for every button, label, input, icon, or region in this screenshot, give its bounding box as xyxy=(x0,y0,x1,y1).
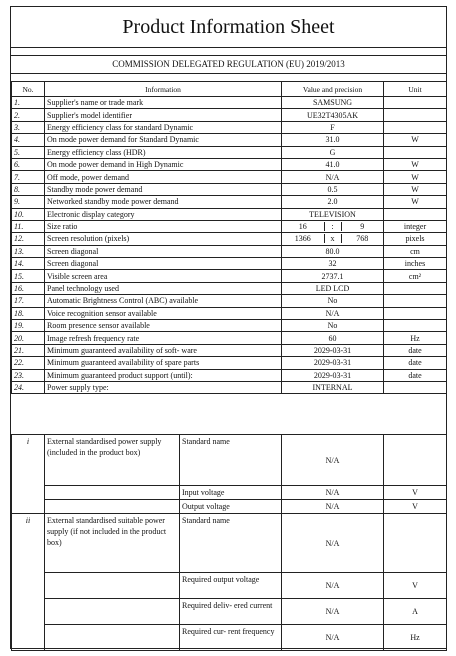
required-frequency-unit: Hz xyxy=(384,625,447,651)
row-information: Screen diagonal xyxy=(45,258,282,270)
power-supply-ii-standard-name-label: Standard name xyxy=(180,514,282,573)
table-row xyxy=(12,245,447,257)
row-unit: date xyxy=(384,344,447,356)
required-current-value: N/A xyxy=(282,599,384,625)
row-value: 0.5 xyxy=(282,183,384,195)
table-row xyxy=(12,208,447,220)
row-value: 80.0 xyxy=(282,245,384,257)
product-information-sheet xyxy=(10,6,447,649)
row-information: Networked standby mode power demand xyxy=(45,196,282,208)
row-information: Off mode, power demand xyxy=(45,171,282,183)
required-current-row xyxy=(12,599,447,625)
power-supply-ii-description: External standardised suitable power supply (if not included in the product box) xyxy=(45,514,180,573)
row-number: 14. xyxy=(12,258,45,270)
row-value: INTERNAL xyxy=(282,381,384,393)
row-number: 12. xyxy=(12,233,45,245)
required-output-voltage-label: Required output voltage xyxy=(180,573,282,599)
power-supply-table xyxy=(11,434,447,651)
table-row xyxy=(12,97,447,109)
power-supply-ii-standard-row xyxy=(12,514,447,573)
row-unit: date xyxy=(384,369,447,381)
table-row xyxy=(12,196,447,208)
table-row xyxy=(12,233,447,245)
row-value-b: 9 xyxy=(360,222,365,232)
table-row xyxy=(12,183,447,195)
row-information: Supplier's model identifier xyxy=(45,109,282,121)
row-number: 10. xyxy=(12,208,45,220)
page-title: Product Information Sheet xyxy=(11,7,446,48)
table-row xyxy=(12,320,447,332)
row-number: 16. xyxy=(12,282,45,294)
output-voltage-label: Output voltage xyxy=(180,500,282,514)
required-output-voltage-unit: V xyxy=(384,573,447,599)
row-value: No xyxy=(282,295,384,307)
row-value: UE32T4305AK xyxy=(282,109,384,121)
column-header-information: Information xyxy=(45,82,282,97)
table-row xyxy=(12,332,447,344)
row-value: 31.0 xyxy=(282,134,384,146)
row-number: 22. xyxy=(12,357,45,369)
required-output-voltage-value: N/A xyxy=(282,573,384,599)
row-unit xyxy=(384,97,447,109)
power-supply-i-standard-name-value: N/A xyxy=(282,435,384,486)
row-value-b: 768 xyxy=(356,234,369,244)
row-value: F xyxy=(282,121,384,133)
table-row xyxy=(12,258,447,270)
table-row xyxy=(12,109,447,121)
power-supply-i-standard-name-label: Standard name xyxy=(180,435,282,486)
information-table xyxy=(11,81,447,394)
row-unit: pixels xyxy=(384,233,447,245)
row-information: Automatic Brightness Control (ABC) available xyxy=(45,295,282,307)
power-supply-i-description: External standardised power supply (included in the product box) xyxy=(45,435,180,486)
required-output-voltage-row xyxy=(12,573,447,599)
row-number: 20. xyxy=(12,332,45,344)
row-number: 7. xyxy=(12,171,45,183)
row-information: Screen diagonal xyxy=(45,245,282,257)
row-value: N/A xyxy=(282,171,384,183)
table-row xyxy=(12,307,447,319)
row-information: Panel technology used xyxy=(45,282,282,294)
row-unit xyxy=(384,320,447,332)
row-information: Energy efficiency class (HDR) xyxy=(45,146,282,158)
row-unit: cm² xyxy=(384,270,447,282)
regulation-heading: COMMISSION DELEGATED REGULATION (EU) 2019/2013 xyxy=(11,55,446,74)
row-value-sep: x xyxy=(324,234,342,243)
row-value: TELEVISION xyxy=(282,208,384,220)
table-row xyxy=(12,344,447,356)
row-value: 2.0 xyxy=(282,196,384,208)
row-unit xyxy=(384,109,447,121)
row-number: 19. xyxy=(12,320,45,332)
required-frequency-value: N/A xyxy=(282,625,384,651)
table-row xyxy=(12,357,447,369)
output-voltage-value: N/A xyxy=(282,500,384,514)
row-information: Minimum guaranteed availability of spare parts xyxy=(45,357,282,369)
input-voltage-label: Input voltage xyxy=(180,486,282,500)
required-current-label: Required deliv- ered current xyxy=(180,599,282,625)
row-value: 2029-03-31 xyxy=(282,369,384,381)
row-information: Supplier's name or trade mark xyxy=(45,97,282,109)
table-row xyxy=(12,270,447,282)
table-row xyxy=(12,369,447,381)
power-supply-ii-standard-name-value: N/A xyxy=(282,514,384,573)
power-supply-i-number: i xyxy=(12,435,45,514)
row-value: N/A xyxy=(282,307,384,319)
row-value-a: 1366 xyxy=(294,234,311,244)
row-information: Room presence sensor available xyxy=(45,320,282,332)
row-value: 2029-03-31 xyxy=(282,344,384,356)
row-value: 2737.1 xyxy=(282,270,384,282)
table-header-row xyxy=(12,82,447,97)
row-number: 24. xyxy=(12,381,45,393)
row-unit: cm xyxy=(384,245,447,257)
table-row xyxy=(12,121,447,133)
row-unit xyxy=(384,307,447,319)
row-unit xyxy=(384,381,447,393)
row-unit xyxy=(384,282,447,294)
row-number: 1. xyxy=(12,97,45,109)
table-row xyxy=(12,282,447,294)
row-number: 13. xyxy=(12,245,45,257)
row-unit: date xyxy=(384,357,447,369)
required-frequency-label: Required cur- rent frequency xyxy=(180,625,282,651)
row-number: 11. xyxy=(12,220,45,232)
row-number: 17. xyxy=(12,295,45,307)
row-value-a: 16 xyxy=(298,222,307,232)
row-number: 6. xyxy=(12,158,45,170)
row-information: Minimum guaranteed product support (until): xyxy=(45,369,282,381)
row-information: Power supply type: xyxy=(45,381,282,393)
row-unit: W xyxy=(384,158,447,170)
row-number: 3. xyxy=(12,121,45,133)
row-unit xyxy=(384,295,447,307)
row-value: LED LCD xyxy=(282,282,384,294)
power-supply-ii-number: ii xyxy=(12,514,45,651)
row-unit xyxy=(384,146,447,158)
row-unit: W xyxy=(384,196,447,208)
power-supply-i-output-row xyxy=(12,500,447,514)
row-value: 2029-03-31 xyxy=(282,357,384,369)
row-value: No xyxy=(282,320,384,332)
row-value xyxy=(282,220,384,232)
table-row xyxy=(12,146,447,158)
power-supply-i-input-row xyxy=(12,486,447,500)
row-unit: W xyxy=(384,134,447,146)
row-number: 4. xyxy=(12,134,45,146)
row-information: Minimum guaranteed availability of soft- ware xyxy=(45,344,282,356)
column-header-no: No. xyxy=(12,82,45,97)
output-voltage-unit: V xyxy=(384,500,447,514)
row-information: Screen resolution (pixels) xyxy=(45,233,282,245)
row-value: 32 xyxy=(282,258,384,270)
row-number: 2. xyxy=(12,109,45,121)
required-current-unit: A xyxy=(384,599,447,625)
row-unit xyxy=(384,208,447,220)
row-number: 18. xyxy=(12,307,45,319)
row-value: 41.0 xyxy=(282,158,384,170)
row-value-sep: : xyxy=(324,222,342,231)
power-supply-i-standard-row xyxy=(12,435,447,486)
row-unit: inches xyxy=(384,258,447,270)
column-header-value: Value and precision xyxy=(282,82,384,97)
row-value xyxy=(282,233,384,245)
row-unit xyxy=(384,121,447,133)
row-value: G xyxy=(282,146,384,158)
row-information: Size ratio xyxy=(45,220,282,232)
row-information: Image refresh frequency rate xyxy=(45,332,282,344)
row-number: 15. xyxy=(12,270,45,282)
row-information: Electronic display category xyxy=(45,208,282,220)
row-information: On mode power demand in High Dynamic xyxy=(45,158,282,170)
table-row xyxy=(12,220,447,232)
row-information: Energy efficiency class for standard Dynamic xyxy=(45,121,282,133)
input-voltage-value: N/A xyxy=(282,486,384,500)
row-information: Standby mode power demand xyxy=(45,183,282,195)
row-information: Visible screen area xyxy=(45,270,282,282)
row-value: 60 xyxy=(282,332,384,344)
row-number: 8. xyxy=(12,183,45,195)
row-value: SAMSUNG xyxy=(282,97,384,109)
table-row xyxy=(12,171,447,183)
row-information: On mode power demand for Standard Dynamic xyxy=(45,134,282,146)
required-frequency-row xyxy=(12,625,447,651)
row-unit: W xyxy=(384,183,447,195)
table-row xyxy=(12,295,447,307)
row-number: 21. xyxy=(12,344,45,356)
row-unit: W xyxy=(384,171,447,183)
row-number: 23. xyxy=(12,369,45,381)
table-row xyxy=(12,158,447,170)
table-row xyxy=(12,381,447,393)
row-unit: Hz xyxy=(384,332,447,344)
table-row xyxy=(12,134,447,146)
row-number: 9. xyxy=(12,196,45,208)
row-unit: integer xyxy=(384,220,447,232)
input-voltage-unit: V xyxy=(384,486,447,500)
row-number: 5. xyxy=(12,146,45,158)
row-information: Voice recognition sensor available xyxy=(45,307,282,319)
column-header-unit: Unit xyxy=(384,82,447,97)
